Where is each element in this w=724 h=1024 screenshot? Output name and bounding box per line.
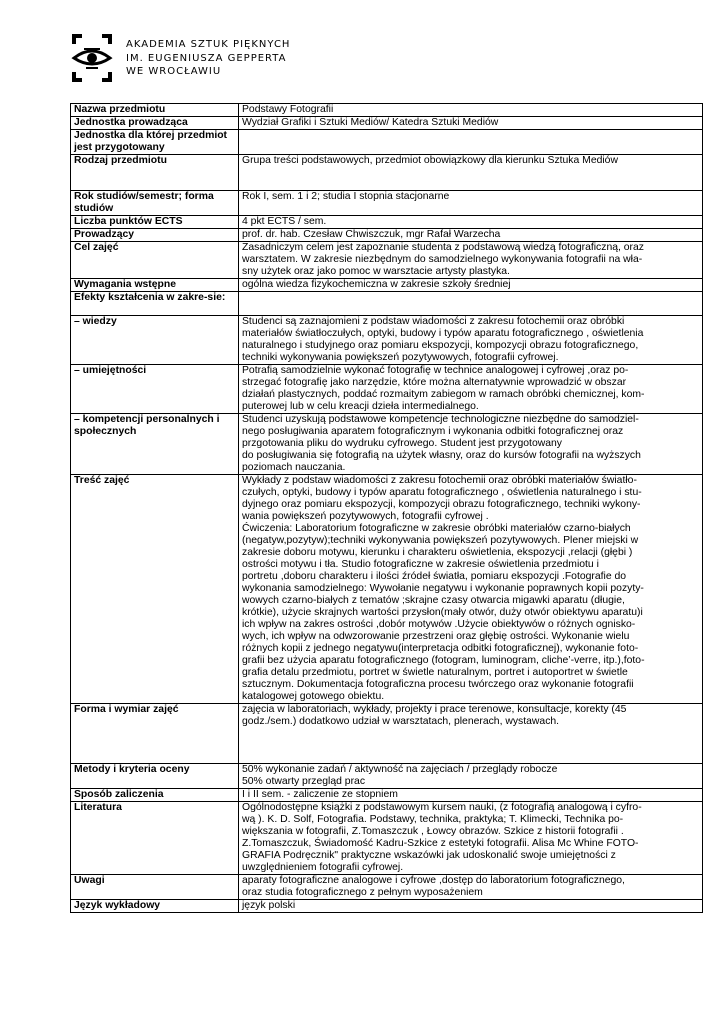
value-line: Grupa treści podstawowych, przedmiot obowiązkowy dla kierunku Sztuka Mediów [242,155,618,166]
syllabus-row [71,802,703,875]
syllabus-row [71,191,703,216]
value-line: oraz studia fotograficznego z pełnym wyposażeniem [242,887,483,898]
value-line: prof. dr. hab. Czesław Chwiszczuk, mgr Rafał Warzecha [242,229,501,240]
row-label: Efekty kształcenia w zakre-sie: [71,292,239,316]
row-label: Jednostka prowadząca [71,117,239,130]
syllabus-row [71,216,703,229]
value-line: Rok I, sem. 1 i 2; studia I stopnia stacjonarne [242,191,450,202]
value-line: Wykłady z podstaw wiadomości z zakresu fotochemii oraz obróbki materiałów światło- [242,475,637,486]
row-value [239,155,703,191]
row-label: Uwagi [71,875,239,900]
row-value [239,191,703,216]
row-value [239,216,703,229]
row-label: Wymagania wstępne [71,279,239,292]
value-line: GRAFIA Podręcznik" praktyczne wskazówki jak udoskonalić swoje umiejętności z [242,850,616,861]
syllabus-row [71,104,703,117]
row-label: Nazwa przedmiotu [71,104,239,117]
row-value [239,875,703,900]
institution-line-2: IM. EUGENIUSZA GEPPERTA [126,52,287,64]
row-value [239,130,703,155]
value-line: aparaty fotograficzne analogowe i cyfrowe ,dostęp do laboratorium fotograficznego, [242,875,625,886]
value-line: wych, ich wpływ na odwzorowanie przestrzeni oraz głębię ostrości. Wykonanie wielu [242,631,630,642]
value-line: większania w fotografii, Z.Tomaszczuk , Łowcy obrazów. Szkice z historii fotografii . [242,826,624,837]
syllabus-row [71,789,703,802]
row-label: Rodzaj przedmiotu [71,155,239,191]
value-line: język polski [242,900,296,911]
syllabus-row [71,414,703,475]
value-line: zakresie doboru motywu, kierunku i charakteru oświetlenia, ekspozycji ,relacji (głębi ) [242,547,633,558]
value-line: I i II sem. - zaliczenie ze stopniem [242,789,398,800]
row-value [239,900,703,913]
row-value [239,292,703,316]
syllabus-row [71,475,703,704]
row-value [239,475,703,704]
row-label: Cel zajęć [71,242,239,279]
value-line: naturalnego i studyjnego oraz pomiaru ekspozycji, kompozycji obrazu fotograficznego, [242,340,639,351]
syllabus-row [71,155,703,191]
value-line: Potrafią samodzielnie wykonać fotografię w technice analogowej i cyfrowej ,oraz po- [242,365,629,376]
row-value [239,117,703,130]
value-line: Studenci uzyskują podstawowe kompetencje technologiczne niezbędne do samodziel- [242,414,639,425]
value-line: nego posługiwania aparatem fotograficznym i wykonania odbitki fotograficznej oraz [242,426,624,437]
value-line: ich wpływ na zakres ostrości ,dobór motywów .Użycie obiektywów o różnych ognisko- [242,619,636,630]
value-line: działań plastycznych, poddać rozmaitym zabiegom w ramach obróbki chemicznej, kom- [242,389,645,400]
syllabus-row [71,117,703,130]
value-line: czułych, optyki, budowy i typów aparatu fotograficznego , oświetlenia naturalnego i stu- [242,487,642,498]
value-line: dyjnego oraz pomiaru ekspozycji, kompozycji obrazu fotograficznego, techniki wykony- [242,499,641,510]
value-line: różnych kopii z jednego negatywu(interpretacja odbitki fotograficznej), wykonanie foto- [242,643,639,654]
value-line: wykonania samodzielnego: Wywołanie negatywu i wykonanie poprawnych kopii pozyty- [242,583,644,594]
value-line: ostrości motywu i tła. Studio fotograficzne w zakresie oświetlenia przedmiotu i [242,559,599,570]
value-line: do posługiwania się fotografią na użytek własny, oraz do kursów fotografii na wyższych [242,450,641,461]
syllabus-table [70,103,703,913]
institution-line-1: AKADEMIA SZTUK PIĘKNYCH [126,39,291,50]
value-line: ogólna wiedza fizykochemiczna w zakresie szkoły średniej [242,279,511,290]
value-line: zajęcia w laboratoriach, wykłady, projekty i prace terenowe, konsultacje, korekty (45 [242,704,627,715]
value-line: Podstawy Fotografii [242,104,334,115]
value-line: Ogólnodostępne książki z podstawowym kursem nauki, (z fotografią analogową i cyfro- [242,802,642,813]
row-value [239,242,703,279]
row-label: Język wykładowy [71,900,239,913]
value-line: Z.Tomaszczuk, Świadomość Kadru-Szkice z estetyki fotografii. Alisa Mc Whine FOTO- [242,838,639,849]
syllabus-row [71,130,703,155]
value-line: materiałów światłoczułych, optyki, budowy i typów aparatu fotograficznego , oświetlenia [242,328,644,339]
value-line: Zasadniczym celem jest zapoznanie studenta z podstawową wiedzą fotograficzną, oraz [242,242,644,253]
institution-name [126,38,290,79]
syllabus-row [71,365,703,414]
value-line: krótkie), użycie skrajnych wartości przysłon(mały otwór, duży otwór obiektywu aparatu)i [242,607,643,618]
value-line: katalogowej gotowego obiektu. [242,691,385,702]
row-label: Jednostka dla której przedmiot jest przygotowany [71,130,239,155]
value-line: 50% otwarty przegląd prac [242,776,366,787]
value-line: techniki wykonywania powiększeń pozytywowych, fotografii cyfrowej. [242,352,559,363]
row-value [239,316,703,365]
value-line: poziomach nauczania. [242,462,346,473]
value-line: (negatyw,pozytyw);techniki wykonywania powiększeń pozytywowych. Plener miejski w [242,535,639,546]
row-label: Liczba punktów ECTS [71,216,239,229]
row-label: Treść zajęć [71,475,239,704]
row-label: Metody i kryteria oceny [71,764,239,789]
row-value [239,802,703,875]
row-value [239,704,703,764]
value-line: sztucznym. Dokumentacja fotograficzna procesu twórczego oraz wykonanie fotografii [242,679,634,690]
value-line: wą ). K. D. Solf, Fotografia. Podstawy, technika, praktyka; T. Klimecki, Technika po- [242,814,624,825]
row-label: Prowadzący [71,229,239,242]
value-line: strzegać fotografię jako narzędzie, które można alternatywnie wprowadzić w obszar [242,377,627,388]
syllabus-row [71,279,703,292]
row-label: Sposób zaliczenia [71,789,239,802]
academy-logo [68,30,116,86]
syllabus-row [71,875,703,900]
syllabus-row [71,242,703,279]
row-value [239,764,703,789]
row-label: – wiedzy [71,316,239,365]
syllabus-row [71,292,703,316]
syllabus-row [71,229,703,242]
value-line: grafii bez użycia aparatu fotograficznego (fotogram, luminogram, cliche’-verre, itp.),foto- [242,655,645,666]
value-line: grafia detalu przedmiotu, portret w świetle naturalnym, portret i autoportret w świetle [242,667,628,678]
value-line: sny użytek oraz jako pomoc w warsztacie artysty plastyka. [242,266,510,277]
value-line: przgotowania pliku do wydruku cyfrowego. Student jest przygotowany [242,438,562,449]
value-line: godz./sem.) dodatkowo udział w warsztatach, plenerach, wystawach. [242,716,560,727]
value-line: 4 pkt ECTS / sem. [242,216,327,227]
row-label: Forma i wymiar zajęć [71,704,239,764]
syllabus-row [71,764,703,789]
row-value [239,789,703,802]
row-label: – umiejętności [71,365,239,414]
value-line: wania powiększeń pozytywowych, fotografii cyfrowej . [242,511,489,522]
value-line: portretu ,doboru charakteru i ilości źródeł światła, pomiaru ekspozycji .Fotografie do [242,571,627,582]
value-line: Wydział Grafiki i Sztuki Mediów/ Katedra Sztuki Mediów [242,117,499,128]
value-line: 50% wykonanie zadań / aktywność na zajęciach / przeglądy robocze [242,764,558,775]
row-value [239,229,703,242]
row-label: Rok studiów/semestr; forma studiów [71,191,239,216]
value-line: wowych czarno-białych z tematów ;skrajne czasy otwarcia migawki aparatu (długie, [242,595,625,606]
syllabus-row [71,316,703,365]
row-value [239,365,703,414]
value-line: warsztatem. W zakresie niezbędnym do samodzielnego wykonywania fotografii na wła- [242,254,643,265]
row-value [239,414,703,475]
institution-line-3: WE WROCŁAWIU [126,66,222,77]
row-label: – kompetencji personalnych i społecznych [71,414,239,475]
value-line: Ćwiczenia: Laboratorium fotograficzne w zakresie obróbki materiałów czarno-białych [242,523,631,534]
row-value [239,104,703,117]
value-line: puterowej lub w celu kreacji dzieła intermedialnego. [242,401,479,412]
syllabus-row [71,704,703,764]
value-line: Studenci są zaznajomieni z podstaw wiadomości z zakresu fotochemii oraz obróbki [242,316,625,327]
value-line: uwzględnieniem fotografii cyfrowej. [242,862,404,873]
syllabus-row [71,900,703,913]
row-label: Literatura [71,802,239,875]
row-value [239,279,703,292]
